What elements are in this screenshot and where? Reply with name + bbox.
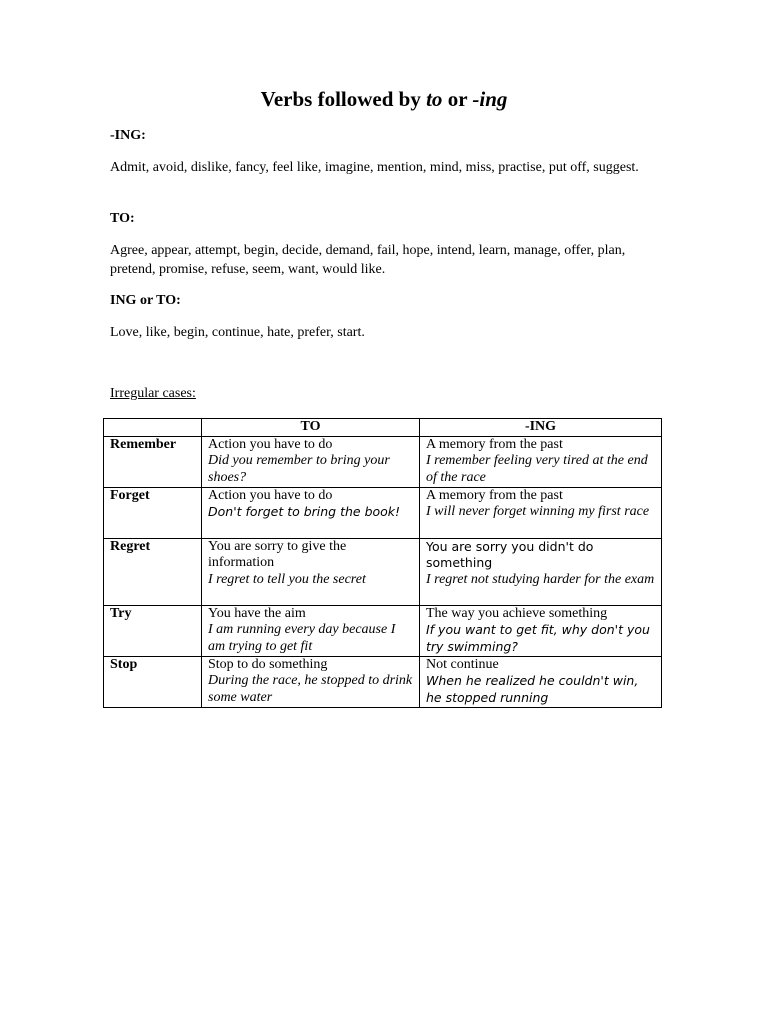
ing-cell: [420, 436, 662, 487]
row-verb: Try: [104, 605, 202, 656]
title-or: or: [442, 87, 473, 111]
page-title: [0, 86, 768, 112]
row-verb: Remember: [104, 436, 202, 487]
ing-example: When he realized he couldn't win, he stopped running: [426, 673, 639, 705]
to-example: I am running every day because I am trying to get fit: [208, 622, 396, 654]
to-cell: [202, 487, 420, 538]
ing-cell: [420, 656, 662, 707]
header-to: TO: [202, 419, 420, 437]
ing-cell: [420, 605, 662, 656]
ing-example: I regret not studying harder for the exam: [426, 571, 655, 587]
to-meaning: You have the aim: [208, 605, 306, 621]
table-row: [104, 605, 662, 656]
table-row: [104, 656, 662, 707]
ing-cell: [420, 487, 662, 538]
irregular-cases-table: [103, 418, 662, 708]
header-ing: -ING: [420, 419, 662, 437]
ing-or-to-heading: ING or TO:: [110, 293, 181, 308]
table-header-row: [104, 419, 662, 437]
ing-verbs-list: Admit, avoid, dislike, fancy, feel like, imagine, mention, mind, miss, practise, put off, suggest.: [110, 160, 639, 175]
to-example: Did you remember to bring your shoes?: [208, 453, 390, 485]
irregular-cases-label: Irregular cases:: [110, 386, 196, 401]
to-meaning: Action you have to do: [208, 436, 333, 452]
ing-example: If you want to get fit, why don't you try swimming?: [426, 622, 650, 654]
to-meaning: You are sorry to give the information: [208, 538, 347, 570]
table-row: [104, 538, 662, 605]
row-verb: Forget: [104, 487, 202, 538]
ing-meaning: A memory from the past: [426, 487, 563, 503]
to-cell: [202, 605, 420, 656]
ing-meaning: The way you achieve something: [426, 605, 608, 621]
to-meaning: Action you have to do: [208, 487, 333, 503]
row-verb: Stop: [104, 656, 202, 707]
to-heading: TO:: [110, 211, 135, 226]
to-meaning: Stop to do something: [208, 656, 328, 672]
ing-meaning: Not continue: [426, 656, 499, 672]
ing-meaning: You are sorry you didn't do something: [426, 538, 594, 570]
ing-meaning: A memory from the past: [426, 436, 563, 452]
title-ing: -ing: [472, 87, 508, 111]
to-example: During the race, he stopped to drink some water: [208, 673, 413, 705]
to-cell: [202, 436, 420, 487]
ing-cell: [420, 538, 662, 605]
title-prefix: Verbs followed by: [260, 87, 427, 111]
to-example: Don't forget to bring the book!: [208, 504, 401, 519]
ing-or-to-verbs-list: Love, like, begin, continue, hate, prefer, start.: [110, 325, 365, 340]
to-verbs-list: Agree, appear, attempt, begin, decide, demand, fail, hope, intend, learn, manage, offer, plan, pretend, promise, refuse, seem, want, would like.: [110, 243, 626, 277]
ing-example: I remember feeling very tired at the end of the race: [426, 453, 648, 485]
ing-heading: -ING:: [110, 128, 146, 143]
table-row: [104, 436, 662, 487]
title-to: to: [426, 87, 443, 111]
to-cell: [202, 656, 420, 707]
header-verb: [104, 419, 202, 437]
table-row: [104, 487, 662, 538]
row-verb: Regret: [104, 538, 202, 605]
to-example: I regret to tell you the secret: [208, 571, 366, 587]
to-cell: [202, 538, 420, 605]
ing-example: I will never forget winning my first race: [426, 504, 650, 519]
